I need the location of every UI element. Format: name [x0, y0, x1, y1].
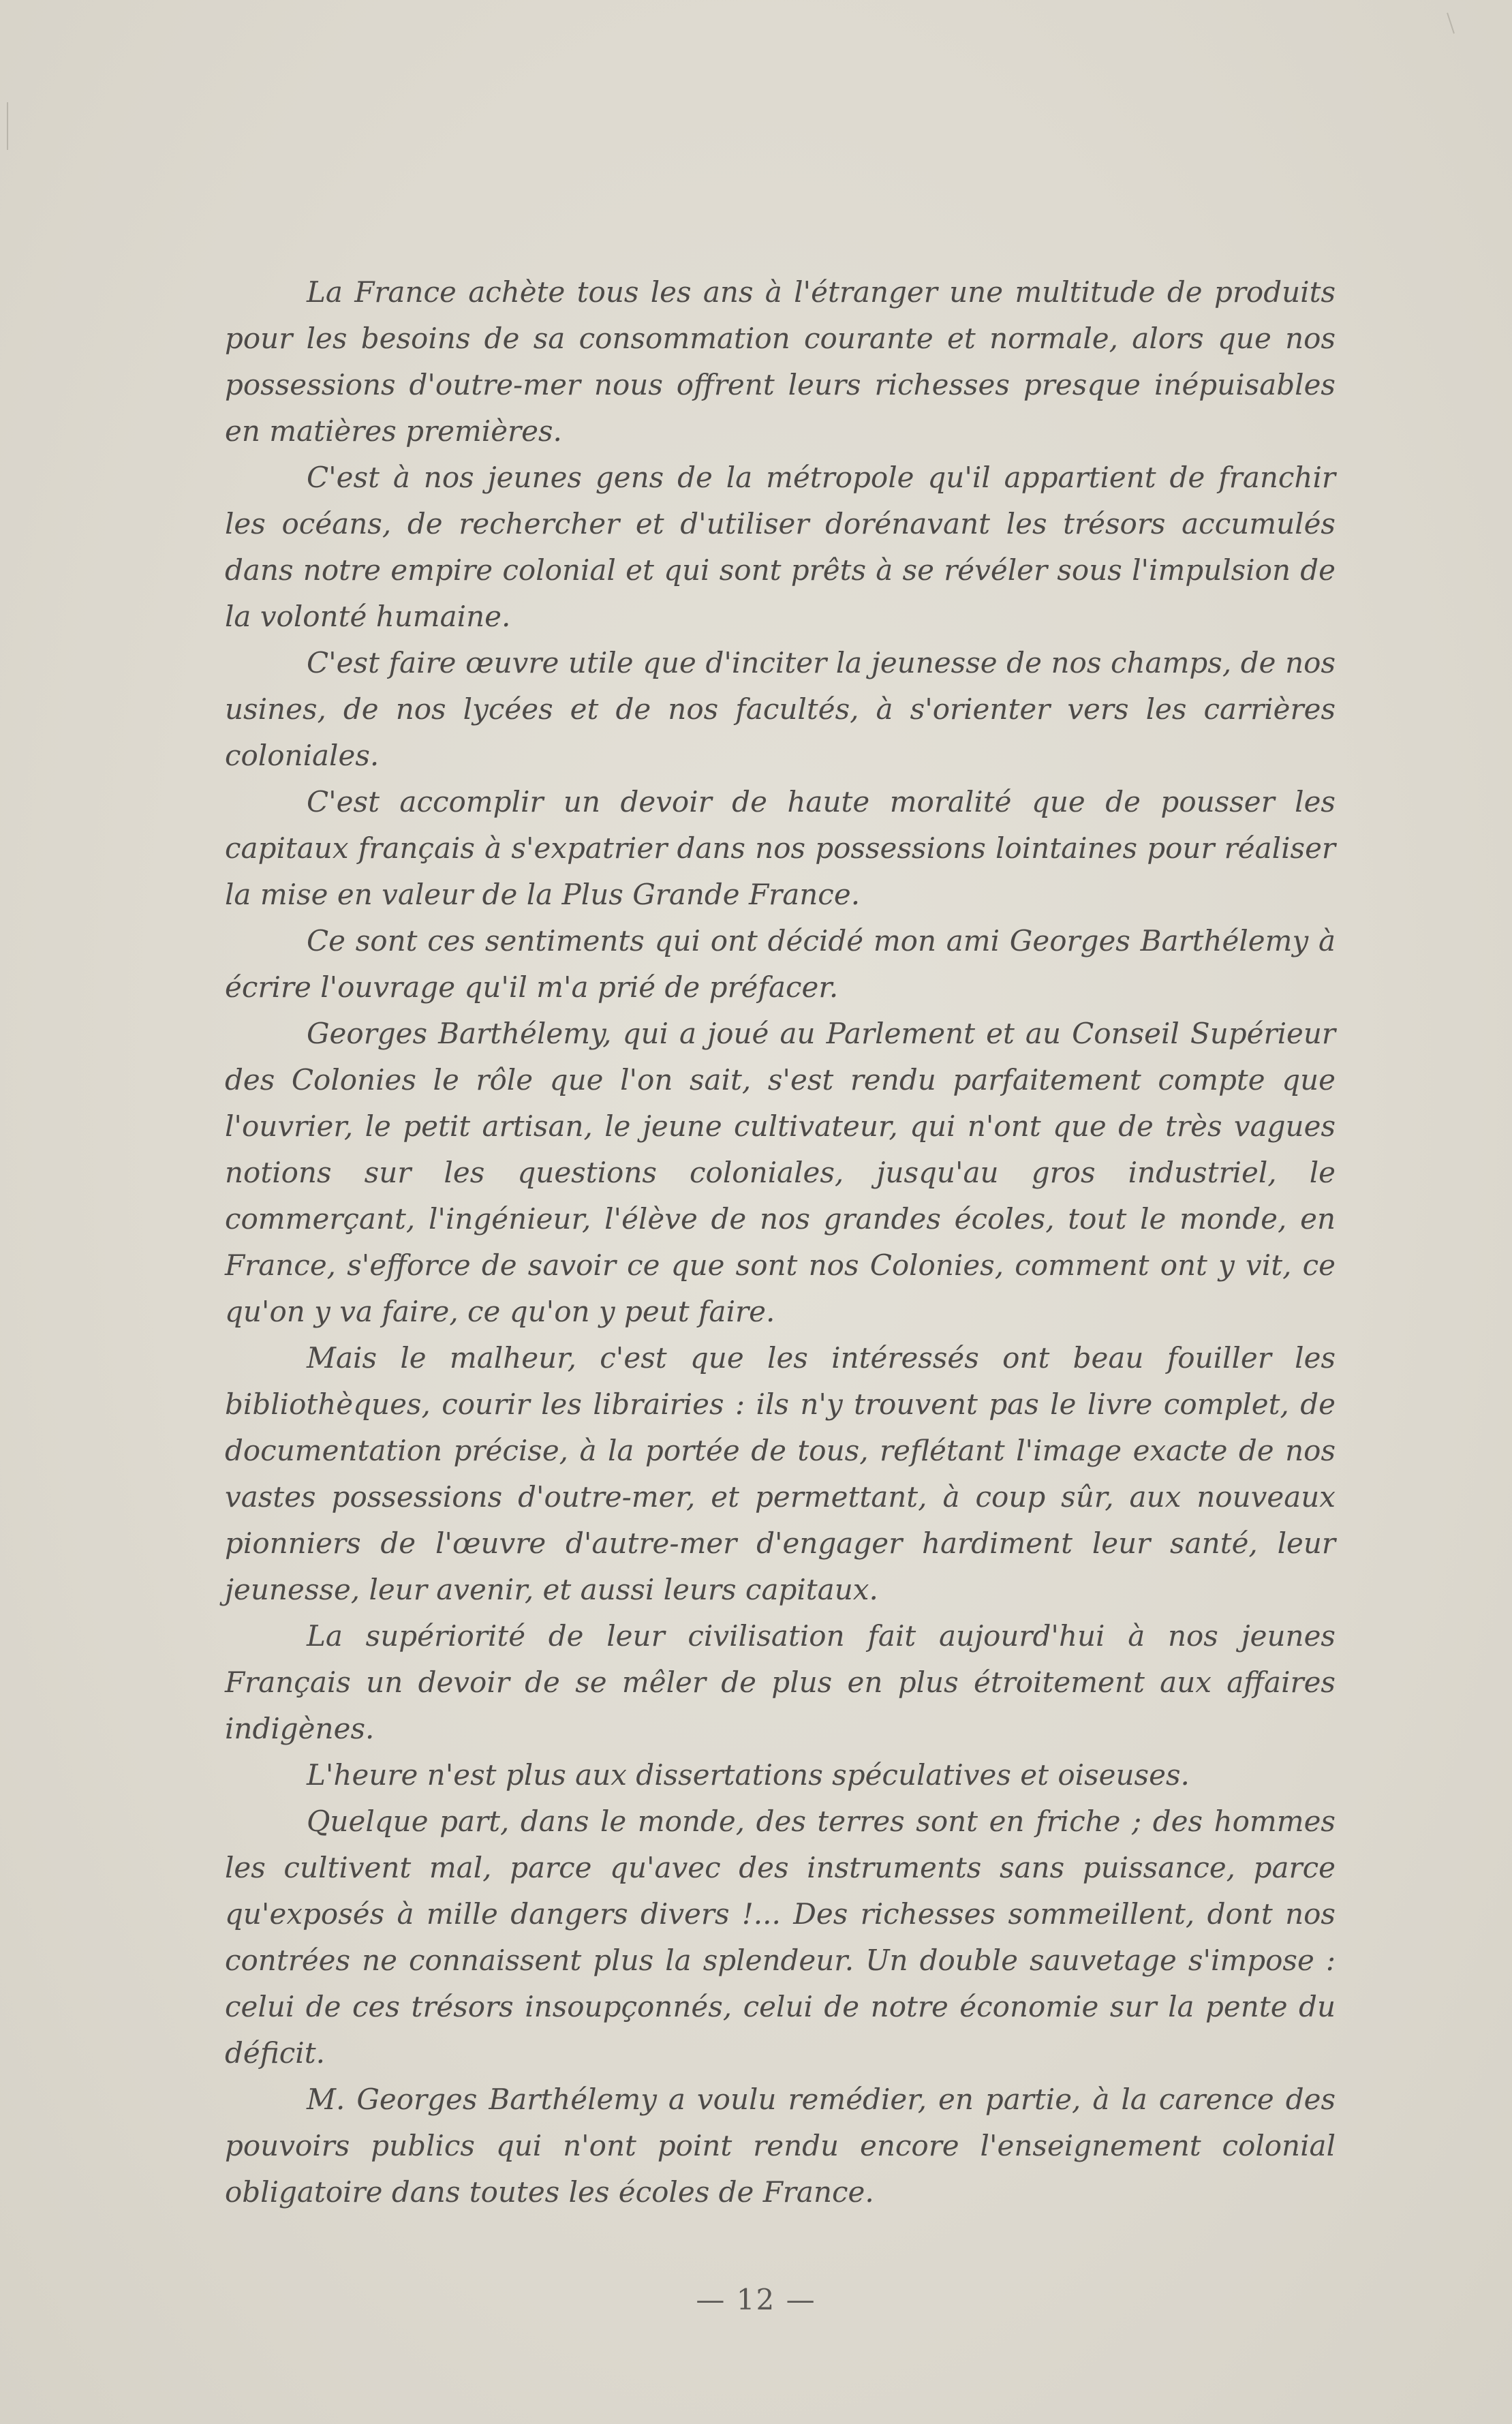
paragraph: C'est accomplir un devoir de haute moralité que de pousser les capitaux français à s'expatrier dans nos possessions lointaines pour réaliser la mise en valeur de la Plus Grande France. [225, 785, 1336, 911]
paragraph: C'est faire œuvre utile que d'inciter la jeunesse de nos champs, de nos usines, de nos lycées et de nos facultés, à s'orienter vers les carrières coloniales. [225, 646, 1336, 772]
paragraph: La France achète tous les ans à l'étranger une multitude de produits pour les besoins de sa consommation courante et normale, alors que nos possessions d'outre-mer nous offrent leurs richesses presque inépuisables en matières premières. [225, 275, 1336, 448]
paragraph: C'est à nos jeunes gens de la métropole qu'il appartient de franchir les océans, de rechercher et d'utiliser dorénavant les trésors accumulés dans notre empire colonial et qui sont prêts à se révéler sous l'impulsion de la volonté humaine. [225, 461, 1336, 633]
paragraph: La supériorité de leur civilisation fait aujourd'hui à nos jeunes Français un devoir de se mêler de plus en plus étroitement aux affaires indigènes. [225, 1619, 1336, 1745]
paragraph: Quelque part, dans le monde, des terres sont en friche ; des hommes les cultivent mal, parce qu'avec des instruments sans puissance, parce qu'exposés à mille dangers divers !... Des richesses sommeillent, dont nos contrées ne connaissent plus la splendeur. Un double sauvetage s'impose : celui de ces trésors insoupçonnés, celui de notre économie sur la pente du déficit. [225, 1805, 1336, 2070]
paper-scratch-mark [1447, 12, 1455, 33]
page-number: — 12 — [696, 2283, 816, 2316]
paragraph: Ce sont ces sentiments qui ont décidé mon ami Georges Barthélemy à écrire l'ouvrage qu'il m'a prié de préfacer. [225, 924, 1336, 1004]
paragraph: Georges Barthélemy, qui a joué au Parlement et au Conseil Supérieur des Colonies le rôle que l'on sait, s'est rendu parfaitement compte que l'ouvrier, le petit artisan, le jeune cultivateur, qui n'ont que de très vagues notions sur les questions coloniales, jusqu'au gros industriel, le commerçant, l'ingénieur, l'élève de nos grandes écoles, tout le monde, en France, s'efforce de savoir ce que sont nos Colonies, comment ont y vit, ce qu'on y va faire, ce qu'on y peut faire. [225, 1017, 1336, 1328]
paragraph: M. Georges Barthélemy a voulu remédier, en partie, à la carence des pouvoirs publics qui n'ont point rendu encore l'enseignement colonial obligatoire dans toutes les écoles de France. [225, 2083, 1336, 2209]
paper-edge-mark [7, 102, 8, 150]
preface-text [225, 269, 1336, 2215]
paragraph: Mais le malheur, c'est que les intéressés ont beau fouiller les bibliothèques, courir les librairies : ils n'y trouvent pas le livre complet, de documentation précise, à la portée de tous, reflétant l'image exacte de nos vastes possessions d'outre-mer, et permettant, à coup sûr, aux nouveaux pionniers de l'œuvre d'autre-mer d'engager hardiment leur santé, leur jeunesse, leur avenir, et aussi leurs capitaux. [225, 1341, 1336, 1606]
paragraph: L'heure n'est plus aux dissertations spéculatives et oiseuses. [307, 1758, 1190, 1792]
